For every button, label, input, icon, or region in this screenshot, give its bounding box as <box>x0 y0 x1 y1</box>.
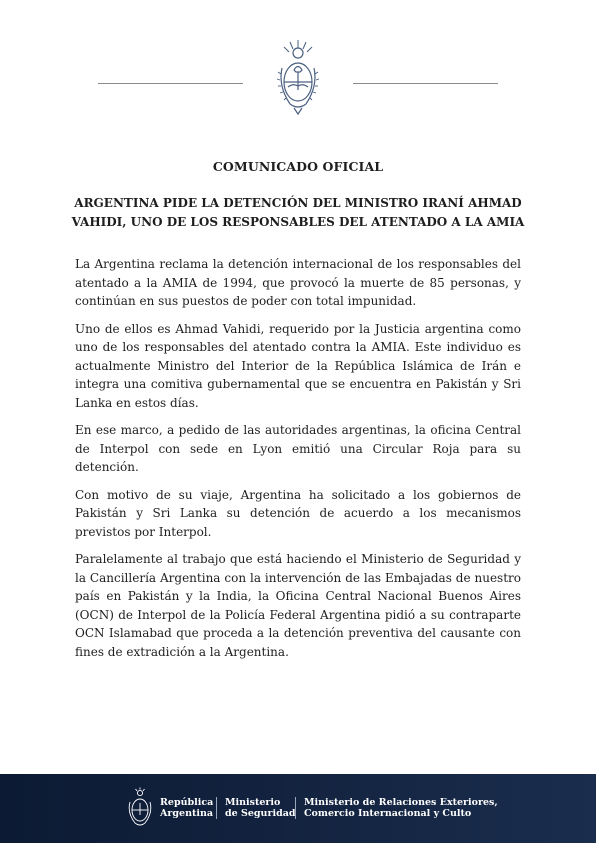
body-paragraph: En ese marco, a pedido de las autoridades argentinas, la oficina Central de Interpol con sede en Lyon emitió una Circular Roja para su detención. <box>75 423 521 474</box>
body-paragraph: Con motivo de su viaje, Argentina ha solicitado a los gobiernos de Pakistán y Sri Lanka su detención de acuerdo a los mecanismos previstos por Interpol. <box>75 487 521 539</box>
header-rule-right <box>353 83 498 84</box>
body-paragraph: Paralelamente al trabajo que está haciendo el Ministerio de Seguridad y la Cancillería Argentina con la intervención de las Embajadas de nuestro país en Pakistán y la India, la Oficina Central Nacional Buenos Aires (OCN) de Interpol de la Policía Federal Argentina pidió a su contraparte OCN Islamabad que proceda a la detención preventiva del causante con fines de extradición a la Argentina. <box>75 552 521 659</box>
document-subtitle <box>60 194 536 232</box>
document-body <box>75 255 521 670</box>
body-paragraph: Uno de ellos es Ahmad Vahidi, requerido por la Justicia argentina como uno de los responsables del atentado contra la AMIA. Este individuo es actualmente Ministro del Interior de la República Islámica de Irán e integra una comitiva gubernamental que se encuentra en Pakistán y Sri Lanka en estos días. <box>75 321 521 410</box>
institutional-footer <box>0 774 596 843</box>
footer-text: Argentina <box>160 808 214 819</box>
letterhead <box>0 38 596 118</box>
footer-text: de Seguridad <box>225 808 296 819</box>
footer-ministerio-exteriores <box>304 797 498 819</box>
footer-republica-argentina <box>160 797 213 819</box>
subtitle-line: VAHIDI, UNO DE LOS RESPONSABLES DEL ATENTADO A LA AMIA <box>71 215 525 229</box>
header-rule-left <box>98 83 243 84</box>
document-title: COMUNICADO OFICIAL <box>212 159 384 174</box>
coat-of-arms-icon <box>276 38 320 118</box>
footer-text: República <box>160 797 214 808</box>
footer-text: Ministerio de Relaciones Exteriores, <box>304 797 498 808</box>
footer-text: Comercio Internacional y Culto <box>304 808 472 819</box>
footer-coat-of-arms-icon <box>127 787 153 831</box>
subtitle-line: ARGENTINA PIDE LA DETENCIÓN DEL MINISTRO IRANÍ AHMAD <box>74 196 522 210</box>
footer-divider <box>216 797 217 819</box>
body-paragraph: La Argentina reclama la detención internacional de los responsables del atentado a la AMIA de 1994, que provocó la muerte de 85 personas, y continúan en sus puestos de poder con total impunidad. <box>75 257 521 308</box>
footer-text: Ministerio <box>225 797 281 808</box>
footer-ministerio-seguridad <box>225 797 296 819</box>
footer-divider <box>295 797 296 819</box>
